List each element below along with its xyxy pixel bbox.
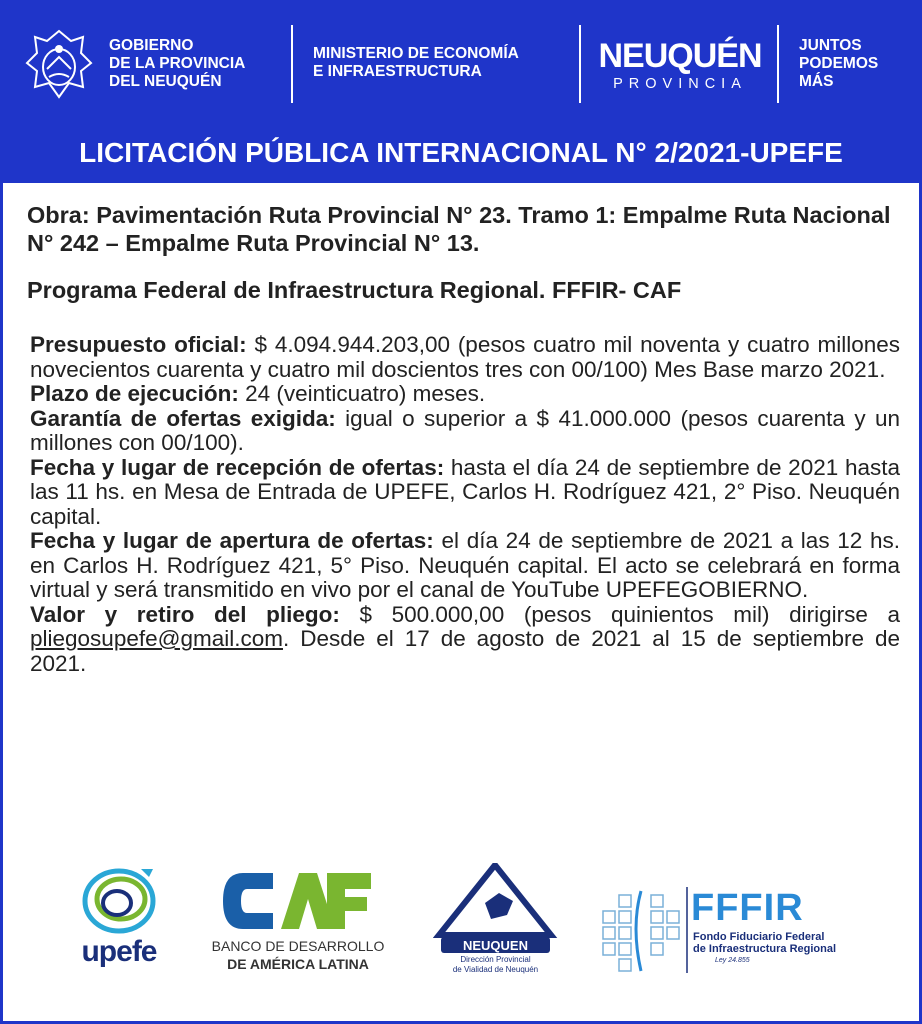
programa-heading: Programa Federal de Infraestructura Regional. FFFIR- CAF (27, 277, 682, 303)
fffir-line-2: de Infraestructura Regional (693, 943, 837, 955)
header-band (3, 3, 919, 183)
fffir-wordmark: FFFIR (691, 887, 804, 929)
valor-paragraph (30, 603, 900, 677)
valor-label: Valor y retiro del pliego: (30, 601, 340, 627)
dpv-badge-text: NEUQUEN (462, 938, 529, 953)
garantia-paragraph (30, 407, 900, 456)
header-divider (291, 25, 293, 103)
apertura-label: Fecha y lugar de apertura de ofertas: (30, 528, 434, 553)
plazo-label: Plazo de ejecución: (30, 381, 239, 406)
ministerio-line-1: MINISTERIO DE ECONOMÍA (313, 45, 519, 62)
garantia-label: Garantía de ofertas exigida: (30, 405, 336, 431)
juntos-slogan (799, 37, 919, 91)
dpv-triangle-icon (433, 863, 558, 955)
provincia-wordmark: PROVINCIA (613, 76, 747, 92)
caf-line-1: BANCO DE DESARROLLO (211, 938, 385, 954)
dpv-logo (433, 863, 558, 983)
gobierno-line-2: DE LA PROVINCIA (109, 55, 246, 72)
slogan-line-1: JUNTOS (799, 37, 862, 54)
gobierno-line-3: DEL NEUQUÉN (109, 73, 222, 90)
presupuesto-paragraph (30, 333, 900, 382)
obra-heading: Obra: Pavimentación Ruta Provincial N° 23. Tramo 1: Empalme Ruta Nacional N° 242 – Empalme Ruta Provincial N° 13. (27, 202, 891, 256)
caf-caption (203, 937, 393, 973)
valor-text: $ 500.000,00 (pesos quinientos mil) dirigirse a (339, 601, 900, 627)
fffir-grid-icon (601, 887, 689, 973)
dpv-line-2: de Vialidad de Neuquén (452, 965, 539, 974)
gobierno-label (109, 37, 279, 91)
details-block (30, 333, 900, 676)
caf-line-2: DE AMÉRICA LATINA (227, 956, 369, 972)
licitacion-title: LICITACIÓN PÚBLICA INTERNACIONAL N° 2/2021-UPEFE (79, 137, 843, 168)
header-divider (777, 25, 779, 103)
provincial-shield-icon (23, 27, 95, 103)
recepcion-text: hasta el día 24 de septiembre de 2021 hasta las 11 hs. en Mesa de Entrada de UPEFE, Carlos H. Rodríguez 421, 2° Piso. Neuquén capital. (30, 454, 900, 529)
dpv-caption (433, 955, 558, 975)
email-link[interactable]: pliegosupefe@gmail.com (30, 626, 283, 651)
presupuesto-text: $ 4.094.944.203,00 (pesos cuatro mil noventa y cuatro millones novecientos cuarenta y cuatro mil doscientos tres con 00/100) Mes Base marzo 2021. (30, 332, 901, 382)
header-divider (579, 25, 581, 103)
garantia-text: igual o superior a $ 41.000.000 (pesos cuarenta y un millones con 00/100). (30, 405, 900, 455)
apertura-paragraph (30, 529, 900, 603)
dpv-line-1: Dirección Provincial (460, 955, 531, 964)
fffir-ley: Ley 24.855 (715, 957, 750, 964)
caf-logo (203, 865, 393, 975)
upefe-swirl-icon (69, 863, 169, 939)
valor-dates-text: . Desde el 17 de agosto de 2021 al 15 de septiembre de 2021. (30, 626, 900, 676)
neuquen-wordmark: NEUQUÉN (598, 37, 762, 75)
caf-logo-icon (203, 865, 393, 935)
fffir-line-1: Fondo Fiduciario Federal (693, 931, 825, 943)
upefe-logo (69, 863, 169, 983)
gobierno-line-1: GOBIERNO (109, 37, 194, 54)
presupuesto-label: Presupuesto oficial: (30, 332, 247, 357)
recepcion-label: Fecha y lugar de recepción de ofertas: (30, 454, 445, 480)
slogan-line-2: PODEMOS (799, 55, 879, 72)
ministerio-label (313, 45, 573, 81)
slogan-line-3: MÁS (799, 73, 834, 90)
neuquen-provincia-logo (595, 37, 765, 93)
upefe-wordmark: upefe (81, 935, 157, 968)
plazo-paragraph (30, 382, 900, 407)
plazo-text: 24 (veinticuatro) meses. (238, 381, 486, 406)
fffir-logo (601, 887, 851, 977)
ministerio-line-2: E INFRAESTRUCTURA (313, 63, 482, 80)
recepcion-paragraph (30, 456, 900, 530)
apertura-text: el día 24 de septiembre de 2021 a las 12 hs. en Carlos H. Rodríguez 421, 5° Piso. Neuquén capital. El acto se celebrará en forma virtual y será transmitido en vivo por el canal de YouTube UPEFEGOBIERNO. (30, 528, 900, 602)
fffir-caption (693, 931, 853, 967)
